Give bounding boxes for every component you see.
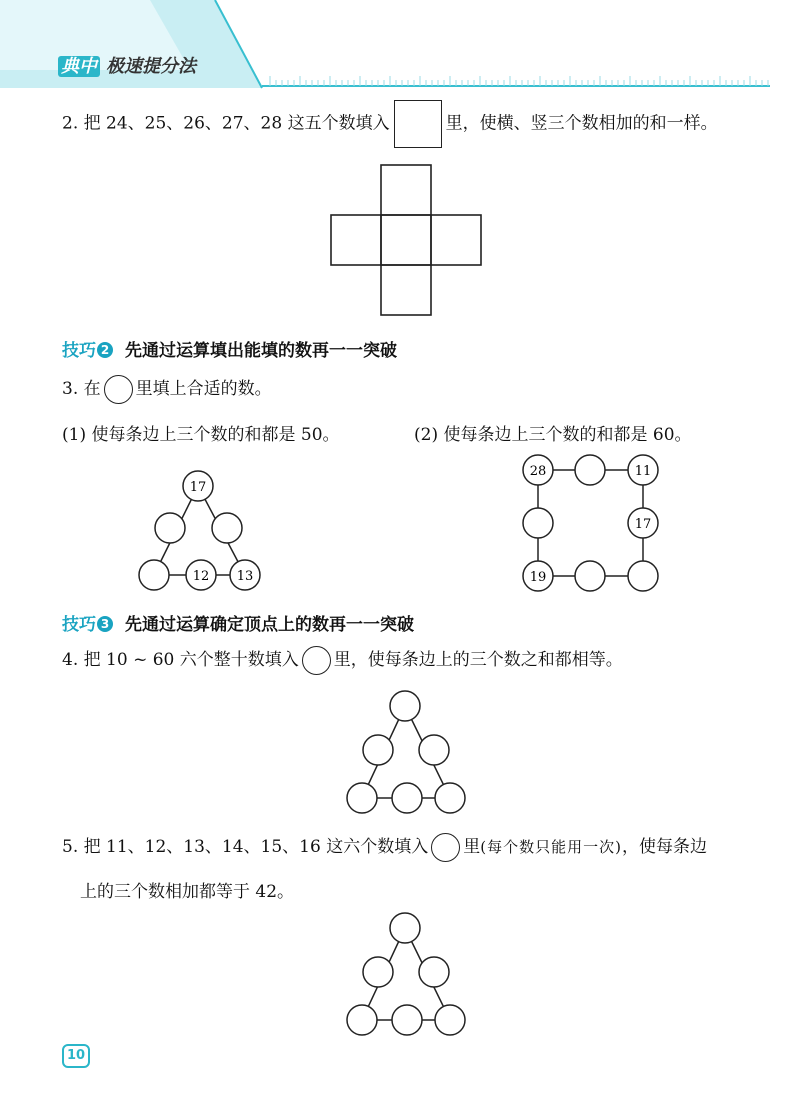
q5-suffix: ，使每条边 bbox=[621, 837, 707, 857]
q2-suffix: 里，使横、竖三个数相加的和一样。 bbox=[445, 113, 718, 134]
q4-node-bottom-right[interactable] bbox=[435, 783, 465, 813]
tri-node-bottom-left[interactable] bbox=[139, 560, 169, 590]
q3-square-figure bbox=[516, 452, 666, 592]
tri-node-right[interactable] bbox=[212, 513, 242, 543]
cross-grid bbox=[330, 164, 485, 318]
grid-cell-top[interactable] bbox=[381, 165, 431, 215]
question-2 bbox=[62, 100, 718, 148]
q5-node-bottom-right[interactable] bbox=[435, 1005, 465, 1035]
skill-2-number-icon: 2 bbox=[97, 342, 113, 358]
ruler-ticks bbox=[270, 76, 768, 86]
skill-3-heading bbox=[62, 610, 414, 635]
q5-node-right[interactable] bbox=[419, 957, 449, 987]
q4-suffix: 里，使每条边上的三个数之和都相等。 bbox=[333, 650, 623, 670]
q4-prefix: 4. 把 10 ~ 60 六个整十数填入 bbox=[62, 650, 299, 670]
tri-value-top: 17 bbox=[189, 480, 207, 495]
page-number: 10 bbox=[62, 1044, 90, 1068]
tri-value-bottom-mid: 12 bbox=[192, 569, 210, 584]
q3-prefix: 3. 在 bbox=[62, 379, 101, 399]
q4-node-left[interactable] bbox=[363, 735, 393, 765]
q5-node-left[interactable] bbox=[363, 957, 393, 987]
grid-cell-bottom[interactable] bbox=[381, 265, 431, 315]
square-placeholder-icon bbox=[394, 100, 442, 148]
q4-node-bottom-left[interactable] bbox=[347, 783, 377, 813]
q4-node-right[interactable] bbox=[419, 735, 449, 765]
q5-node-top[interactable] bbox=[390, 913, 420, 943]
sq-value-top-left: 28 bbox=[529, 464, 547, 479]
grid-cell-right[interactable] bbox=[431, 215, 481, 265]
grid-cell-center[interactable] bbox=[381, 215, 431, 265]
q4-node-top[interactable] bbox=[390, 691, 420, 721]
sq-value-right-mid: 17 bbox=[634, 517, 652, 532]
q3-part-2: (2) 使每条边上三个数的和都是 60。 bbox=[414, 425, 692, 445]
question-4 bbox=[62, 645, 623, 675]
circle-placeholder-icon bbox=[104, 375, 133, 404]
question-5 bbox=[62, 832, 707, 862]
sq-node-bottom-mid[interactable] bbox=[575, 561, 605, 591]
circle-placeholder-icon bbox=[302, 646, 331, 675]
q5-prefix: 5. 把 11、12、13、14、15、16 这六个数填入 bbox=[62, 837, 429, 857]
q4-triangle-figure bbox=[340, 688, 480, 818]
q5-triangle-figure bbox=[340, 910, 480, 1040]
q5-line-2: 上的三个数相加都等于 42。 bbox=[80, 882, 295, 902]
question-3 bbox=[62, 374, 272, 404]
sq-value-top-right: 11 bbox=[634, 464, 652, 479]
sq-value-bottom-left: 19 bbox=[529, 570, 547, 585]
q5-node-bottom-mid[interactable] bbox=[392, 1005, 422, 1035]
skill-3-tag: 技巧 3 bbox=[62, 615, 113, 635]
circle-placeholder-icon bbox=[431, 833, 460, 862]
q3-triangle-figure bbox=[130, 466, 270, 596]
skill-2-tag: 技巧 2 bbox=[62, 341, 113, 361]
q5-note: (每个数只能用一次) bbox=[480, 838, 622, 856]
q3-part-1: (1) 使每条边上三个数的和都是 50。 bbox=[62, 425, 340, 445]
q5-node-bottom-left[interactable] bbox=[347, 1005, 377, 1035]
tri-value-bottom-right: 13 bbox=[236, 569, 254, 584]
sq-node-left-mid[interactable] bbox=[523, 508, 553, 538]
q3-suffix: 里填上合适的数。 bbox=[135, 379, 272, 399]
sq-node-top-mid[interactable] bbox=[575, 455, 605, 485]
grid-cell-left[interactable] bbox=[331, 215, 381, 265]
skill-3-text: 先通过运算确定顶点上的数再一一突破 bbox=[125, 615, 414, 635]
brand-mark: 典中 bbox=[58, 56, 100, 77]
skill-2-text: 先通过运算填出能填的数再一一突破 bbox=[125, 341, 397, 361]
sq-node-bottom-right[interactable] bbox=[628, 561, 658, 591]
q2-prefix: 2. 把 24、25、26、27、28 这五个数填入 bbox=[62, 113, 390, 134]
skill-2-heading bbox=[62, 336, 397, 361]
brand-logo bbox=[58, 52, 196, 78]
q4-node-bottom-mid[interactable] bbox=[392, 783, 422, 813]
skill-3-number-icon: 3 bbox=[97, 616, 113, 632]
q5-mid: 里 bbox=[463, 837, 481, 857]
brand-name: 极速提分法 bbox=[106, 56, 196, 77]
tri-node-left[interactable] bbox=[155, 513, 185, 543]
